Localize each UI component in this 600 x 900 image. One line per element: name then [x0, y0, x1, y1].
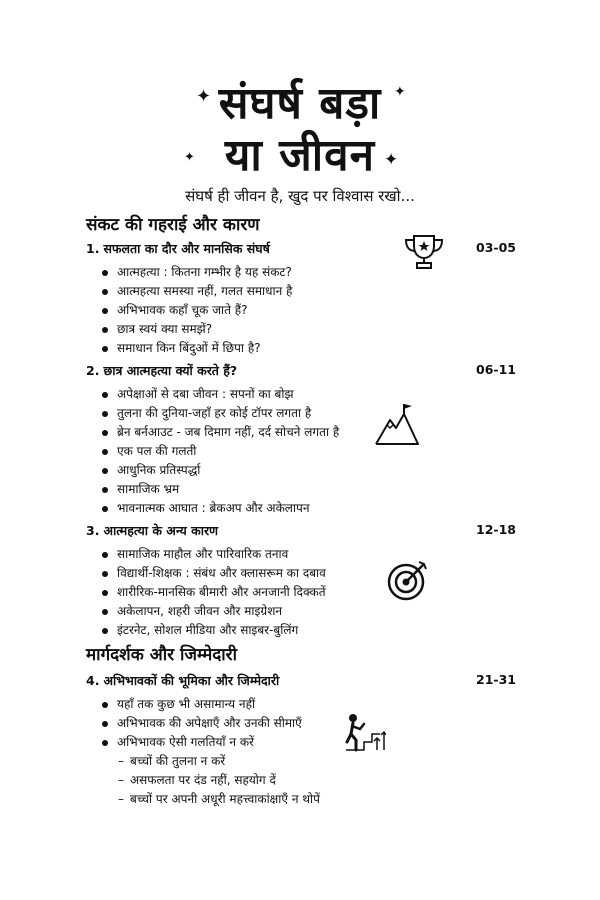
chapter-pages: 03-05 — [476, 240, 516, 255]
chapter-3 — [86, 522, 516, 640]
section-heading-block — [86, 642, 516, 665]
list-item: अभिभावक कहाँ चूक जाते हैं? — [102, 301, 516, 320]
list-item: अभिभावक ऐसी गलतियाँ न करें — [102, 733, 516, 752]
chapter-items — [86, 385, 516, 518]
list-item: अपेक्षाओं से दबा जीवन : सपनों का बोझ — [102, 385, 516, 404]
list-item: आधुनिक प्रतिस्पर्द्धा — [102, 461, 516, 480]
list-item: विद्यार्थी-शिक्षक : संबंध और क्लासरूम का दबाव — [102, 564, 516, 583]
chapter-header — [86, 672, 516, 689]
list-item: शारीरिक-मानसिक बीमारी और अनजानी दिक्कतें — [102, 583, 516, 602]
sparkle-icon: ✦ — [394, 84, 406, 100]
chapter-pages: 06-11 — [476, 362, 516, 377]
list-item: तुलना की दुनिया-जहाँ हर कोई टॉपर लगता है — [102, 404, 516, 423]
chapter-title: अभिभावकों की भूमिका और जिम्मेदारी — [103, 673, 280, 688]
mountain-flag-icon — [374, 402, 420, 446]
target-icon — [386, 558, 430, 602]
list-subitem: – बच्चों की तुलना न करें — [118, 754, 226, 768]
list-item: ब्रेन बर्नआउट - जब दिमाग नहीं, दर्द सोचने लगता है — [102, 423, 516, 442]
list-item: यहाँ तक कुछ भी असामान्य नहीं — [102, 695, 516, 714]
chapter-pages: 21-31 — [476, 672, 516, 687]
chapter-title: आत्महत्या के अन्य कारण — [103, 523, 219, 538]
list-item: एक पल की गलती — [102, 442, 516, 461]
chapter-title: सफलता का दौर और मानसिक संघर्ष — [103, 241, 270, 256]
section-heading: मार्गदर्शक और जिम्मेदारी — [86, 645, 238, 665]
chapter-title: छात्र आत्महत्या क्यों करते हैं? — [103, 363, 238, 378]
section-heading: संकट की गहराई और कारण — [86, 215, 260, 235]
climber-icon — [344, 712, 386, 752]
trophy-icon — [400, 232, 448, 272]
chapter-4 — [86, 672, 516, 809]
chapter-items — [86, 263, 516, 358]
chapter-items — [86, 545, 516, 640]
sparkle-icon: ✦ — [384, 150, 399, 170]
list-item: आत्महत्या : कितना गम्भीर है यह संकट? — [102, 263, 516, 282]
book-title-line1: संघर्ष बड़ा — [218, 78, 382, 129]
book-subtitle: संघर्ष ही जीवन है, खुद पर विश्वास रखो... — [185, 187, 415, 205]
list-item: समाधान किन बिंदुओं में छिपा है? — [102, 339, 516, 358]
chapter-header — [86, 362, 516, 379]
chapter-number: 1. — [86, 241, 100, 256]
book-title-block — [0, 78, 600, 206]
chapter-pages: 12-18 — [476, 522, 516, 537]
chapter-header — [86, 522, 516, 539]
list-item: सामाजिक माहौल और पारिवारिक तनाव — [102, 545, 516, 564]
chapter-2 — [86, 362, 516, 518]
chapter-number: 3. — [86, 523, 100, 538]
list-item: भावनात्मक आघात : ब्रेकअप और अकेलापन — [102, 499, 516, 518]
book-title-line2: या जीवन — [224, 130, 376, 181]
list-item: अकेलापन, शहरी जीवन और माइग्रेशन — [102, 602, 516, 621]
chapter-1 — [86, 240, 516, 358]
list-item: अभिभावक की अपेक्षाएँ और उनकी सीमाएँ — [102, 714, 516, 733]
chapter-header — [86, 240, 516, 257]
list-item: सामाजिक भ्रम — [102, 480, 516, 499]
chapter-items — [86, 695, 516, 809]
chapter-number: 4. — [86, 673, 100, 688]
chapter-number: 2. — [86, 363, 100, 378]
list-subitem: – असफलता पर दंड नहीं, सहयोग दें — [118, 773, 276, 787]
list-subitem: – बच्चों पर अपनी अधूरी महत्त्वाकांक्षाएँ न थोपें — [118, 792, 320, 806]
list-item: छात्र स्वयं क्या समझें? — [102, 320, 516, 339]
sparkle-icon: ✦ — [196, 86, 212, 107]
sparkle-icon: ✦ — [184, 150, 195, 165]
list-item: आत्महत्या समस्या नहीं, गलत समाधान है — [102, 282, 516, 301]
section-heading-block — [86, 212, 516, 235]
list-item: इंटरनेट, सोशल मीडिया और साइबर-बुलिंग — [102, 621, 516, 640]
